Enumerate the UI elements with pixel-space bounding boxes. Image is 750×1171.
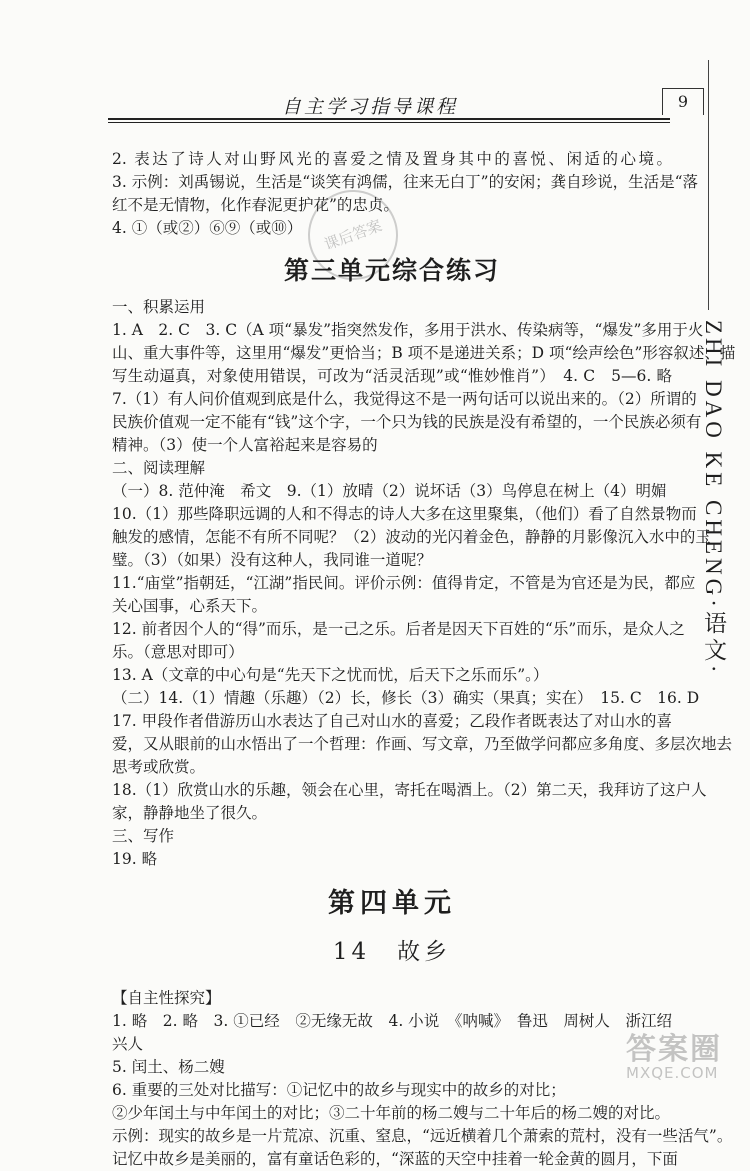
answer-line: 精神。（3）使一个人富裕起来是容易的 bbox=[112, 436, 378, 454]
page-number: 9 bbox=[662, 88, 704, 115]
answer-line: 爱，又从眼前的山水悟出了一个哲理：作画、写文章，乃至做学问都应多角度、多层次地去 bbox=[112, 735, 733, 753]
header-rule bbox=[108, 118, 670, 120]
answer-line: 2. 表达了诗人对山野风光的喜爱之情及置身其中的喜悦、闲适的心境。 bbox=[112, 150, 672, 168]
answer-line: 17. 甲段作者借游历山水表达了自己对山水的喜爱；乙段作者既表达了对山水的喜 bbox=[112, 712, 672, 730]
section-heading: 【自主性探究】 bbox=[112, 989, 221, 1007]
answer-line: 7.（1）有人问价值观到底是什么，我觉得这不是一两句话可以说出来的。（2）所谓的 bbox=[112, 390, 697, 408]
answer-line: 触发的感情，怎能不有所不同呢？（2）波动的光闪着金色，静静的月影像沉入水中的玉 bbox=[112, 528, 711, 546]
answer-line: 4. ①（或②）⑥⑨（或⑩） bbox=[112, 219, 303, 237]
answer-line: 19. 略 bbox=[112, 850, 158, 868]
answer-line: 1. 略 2. 略 3. ①已经 ②无缘无故 4. 小说 《呐喊》 鲁迅 周树人 浙江绍 bbox=[112, 1012, 672, 1030]
stamp-mark: 课后答案 bbox=[295, 177, 410, 292]
answer-line: ②少年闰土与中年闰土的对比；③二十年前的杨二嫂与二十年后的杨二嫂的对比。 bbox=[112, 1104, 671, 1122]
answer-line: 11.“庙堂”指朝廷，“江湖”指民间。评价示例：值得肯定，不管是为官还是为民，都应 bbox=[112, 574, 696, 592]
answer-line: 6. 重要的三处对比描写：①记忆中的故乡与现实中的故乡的对比； bbox=[112, 1081, 566, 1099]
answer-line: 3. 示例：刘禹锡说，生活是“谈笑有鸿儒，往来无白丁”的安闲；龚自珍说，生活是“落 bbox=[112, 173, 698, 191]
answer-line: 18.（1）欣赏山水的乐趣，领会在心里，寄托在喝酒上。（2）第二天，我拜访了这户人 bbox=[112, 781, 707, 799]
answer-line: 10.（1）那些降职远调的人和不得志的诗人大多在这里聚集，（他们）看了自然景物而 bbox=[112, 505, 697, 523]
section-heading: 二、阅读理解 bbox=[112, 459, 206, 477]
answer-line: 璧。（3）（如果）没有这种人，我同谁一道呢？ bbox=[112, 551, 432, 569]
lesson-title: 14 故乡 bbox=[332, 939, 452, 965]
unit4-title: 第四单元 bbox=[328, 888, 456, 919]
answer-line: （二）14.（1）情趣（乐趣）（2）长，修长（3）确实（果真；实在） 15. C 16. D bbox=[112, 689, 700, 707]
answer-line: 关心国事，心系天下。 bbox=[112, 597, 268, 615]
answer-line: 记忆中故乡是美丽的，富有童话色彩的，“深蓝的天空中挂着一轮金黄的圆月，下面 bbox=[112, 1150, 678, 1168]
watermark-url: MXQE.COM bbox=[626, 1064, 719, 1082]
section-heading: 一、积累运用 bbox=[112, 298, 206, 316]
answer-line: 写生动逼真，对象使用错误，可改为“活灵活现”或“惟妙惟肖”） 4. C 5—6. 略 bbox=[112, 367, 672, 385]
unit3-title: 第三单元综合练习 bbox=[283, 256, 500, 285]
answer-line: 5. 闰土、杨二嫂 bbox=[112, 1058, 225, 1076]
answer-line: 兴人 bbox=[112, 1035, 144, 1053]
margin-rule bbox=[708, 60, 709, 310]
side-vertical-text: ZHI DAO KE CHENG·语文· bbox=[701, 320, 726, 677]
watermark-logo-text: 答案圈 bbox=[626, 1032, 722, 1067]
header-rule-thin bbox=[108, 122, 670, 123]
answer-line: 山、重大事件等，这里用“爆发”更恰当；B 项不是递进关系；D 项“绘声绘色”形容叙述、描 bbox=[112, 344, 736, 362]
header-title: 自主学习指导课程 bbox=[281, 96, 458, 118]
answer-line: （一）8. 范仲淹 希文 9.（1）放晴（2）说坏话（3）鸟停息在树上（4）明媚 bbox=[112, 482, 667, 500]
answer-line: 乐。（意思对即可） bbox=[112, 643, 244, 661]
answer-line: 思考或欣赏。 bbox=[112, 758, 206, 776]
watermark bbox=[626, 1024, 746, 1082]
answer-line: 12. 前者因个人的“得”而乐，是一己之乐。后者是因天下百姓的“乐”而乐，是众人之 bbox=[112, 620, 685, 638]
answer-line: 1. A 2. C 3. C（A 项“暴发”指突然发作，多用于洪水、传染病等，“爆发”多用于火 bbox=[112, 321, 704, 339]
answer-line: 红不是无情物，化作春泥更护花”的忠贞。 bbox=[112, 196, 399, 214]
answer-line: 家，静静地坐了很久。 bbox=[112, 804, 268, 822]
section-heading: 三、写作 bbox=[112, 827, 175, 845]
answer-line: 示例：现实的故乡是一片荒凉、沉重、窒息，“远近横着几个萧索的荒村，没有一些活气”。 bbox=[112, 1127, 733, 1145]
answer-line: 民族价值观一定不能有“钱”这个字，一个只为钱的民族是没有希望的，一个民族必须有 bbox=[112, 413, 702, 431]
answer-line: 13. A（文章的中心句是“先天下之忧而忧，后天下之乐而乐”。） bbox=[112, 666, 549, 684]
